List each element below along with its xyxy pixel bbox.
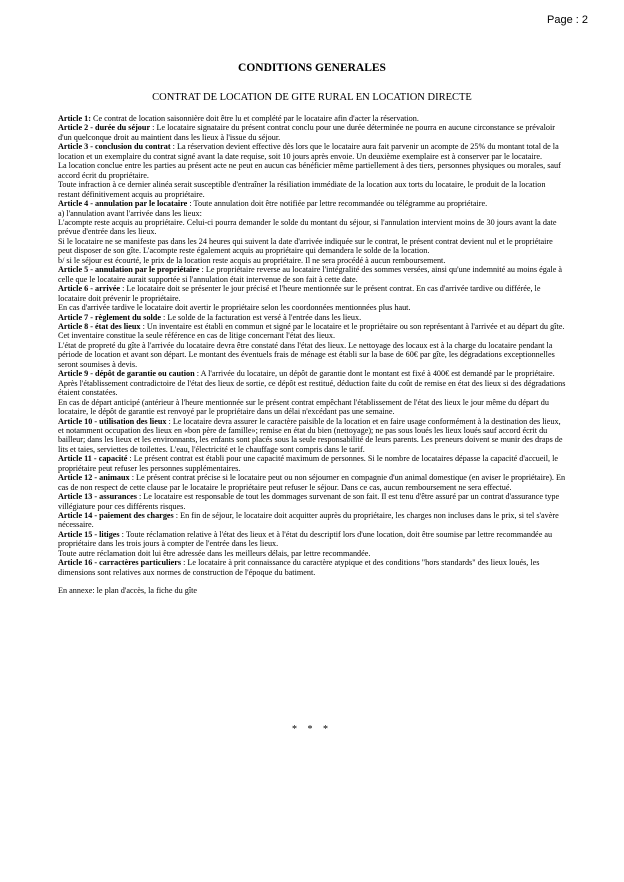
- article-label: Article 10 - utilisation des lieux: [58, 416, 167, 426]
- article-continuation: [58, 180, 568, 199]
- article-text: : Le propriétaire reverse au locataire l'intégralité des sommes versées, ainsi qu'une indemnité au moins égale à celle que le locataire aurait supportée si l'annulation était intervenue de son fait à cette date.: [58, 265, 563, 284]
- article-text: : A l'arrivée du locataire, un dépôt de garantie dont le montant est fixé à 400€ est demandé par le propriétaire. Après l'établissement contradictoire de l'état des lieux de sortie, ce dépôt est restitué, déduction faite du coût de remise en état des lieux si des dégradations étaient constatées.: [58, 369, 566, 398]
- article-text: : Un inventaire est établi en commun et signé par le locataire et le propriétaire ou son représentant à l'arrivée et au départ du gîte. Cet inventaire constitue la seule référence en cas de litige concernant l'état des lieux.: [58, 321, 565, 341]
- article-continuation: [58, 209, 568, 218]
- article-text: b/ si le séjour est écourté, le prix de la location reste acquis au propriétaire. Il ne sera procédé à aucun remboursement.: [58, 255, 446, 265]
- article-label: Article 13 - assurances: [58, 492, 137, 502]
- article-continuation: [58, 161, 568, 180]
- annex-note: En annexe: le plan d'accès, la fiche du gîte: [58, 586, 198, 596]
- article-label: Article 3 - conclusion du contrat: [58, 142, 171, 152]
- article-continuation: [58, 218, 568, 237]
- article-label: Article 6 - arrivée: [58, 284, 121, 294]
- footer-stars: * * *: [292, 724, 332, 735]
- article-paragraph: [58, 473, 568, 492]
- article-text: a) l'annulation avant l'arrivée dans les lieux:: [58, 208, 202, 218]
- article-text: : Le présent contrat est établi pour une capacité maximum de personnes. Si le nombre de locataires dépasse la capacité d'accueil, le propriétaire peut refuser les personnes supplémentaires.: [58, 454, 559, 473]
- article-text: En cas de départ anticipé (antérieur à l'heure mentionnée sur le présent contrat empêchant l'établissement de l'état des lieux le jour même du départ du locataire, le dépôt de garantie est renvoyé par le propriétaire dans un délai n'excédant pas une semaine.: [58, 397, 549, 417]
- document-title: CONDITIONS GENERALES: [238, 62, 386, 74]
- article-paragraph: [58, 492, 568, 511]
- article-text: : La réservation devient effective dès lors que le locataire aura fait parvenir un acompte de 25% du montant total de la location et un exemplaire du contrat signé avant la date requise, soit 10 jours après envoie. Un deuxième exemplaire est à conserver par le locataire.: [58, 142, 559, 161]
- article-text: : Le locataire est responsable de tout les dommages survenant de son fait. Il est tenu d'être assuré par un contrat d'assurance type villégiature pour ces différents risques.: [58, 492, 560, 511]
- article-paragraph: [58, 284, 568, 303]
- article-text: : Le solde de la facturation est versé à l'entrée dans les lieux.: [163, 312, 362, 322]
- article-text: Si le locataire ne se manifeste pas dans les 24 heures qui suivent la date d'arrivée indiquée sur le contrat, le présent contrat devient nul et le propriétaire peut disposer de son gîte. L'acompte reste également acquis au propriétaire qui demandera le solde de la location.: [58, 236, 553, 256]
- article-paragraph: [58, 142, 568, 161]
- article-paragraph: [58, 530, 568, 549]
- article-paragraph: [58, 123, 568, 142]
- article-paragraph: [58, 114, 568, 123]
- article-continuation: [58, 237, 568, 256]
- article-text: : En fin de séjour, le locataire doit acquitter auprès du propriétaire, les charges non incluses dans le prix, si tel s'avère nécessaire.: [58, 511, 559, 530]
- article-paragraph: [58, 417, 568, 455]
- article-paragraph: [58, 369, 568, 397]
- article-text: Toute autre réclamation doit lui être adressée dans les meilleurs délais, par lettre recommandée.: [58, 548, 371, 558]
- article-continuation: [58, 398, 568, 417]
- article-label: Article 4 - annulation par le locataire: [58, 199, 188, 209]
- article-label: Article 16 - carractères particuliers: [58, 558, 182, 568]
- article-label: Article 7 - règlement du solde: [58, 312, 161, 322]
- article-paragraph: [58, 313, 568, 322]
- document-subtitle: CONTRAT DE LOCATION DE GITE RURAL EN LOCATION DIRECTE: [152, 92, 472, 103]
- article-text: L'état de propreté du gîte à l'arrivée du locataire devra être constaté dans l'état des lieux. Le nettoyage des locaux est à la charge du locataire pendant la période de location et avant son départ. Le montant des éventuels frais de ménage est établi sur la base de 60€ par gîte, les dégradations exceptionnelles seront soumises à devis.: [58, 340, 555, 369]
- article-text: : Le locataire devra assurer le caractère paisible de la location et en faire usage conformément à la destination des lieux, et notamment occupation des lieux en «bon père de famille»; remise en état du bien (nettoyage); ne pas sous loués les lieux loués sauf accord écrit du bailleur; dans les lieux et les environnants, les enfants sont placés sous la seule responsabilité de leurs parents. Les preneurs doivent se munir des draps de lits et taies, serviettes de toilettes. L'eau, l'électricité et le chauffage sont compris dans le tarif.: [58, 416, 563, 454]
- article-text: : Le présent contrat précise si le locataire peut ou non séjourner en compagnie d'un animal domestique (en aviser le propriétaire). En cas de non respect de cette clause par le locataire le propriétaire peut refuser le séjour. Dans ce cas, aucun remboursement ne sera effectué.: [58, 473, 566, 492]
- article-text: : Toute réclamation relative à l'état des lieux et à l'état du descriptif lors d'une location, doit être soumise par lettre recommandée au propriétaire dans les trois jours à compter de l'entrée dans les lieux.: [58, 529, 553, 549]
- article-label: Article 9 - dépôt de garantie ou caution: [58, 369, 195, 379]
- article-text: La location conclue entre les parties au présent acte ne peut en aucun cas bénéficier même partiellement à des tiers, personnes physiques ou morales, sauf accord écrit du propriétaire.: [58, 161, 561, 180]
- article-label: Article 11 - capacité: [58, 454, 128, 464]
- article-label: Article 14 - paiement des charges: [58, 511, 174, 521]
- article-continuation: [58, 303, 568, 312]
- article-label: Article 5 - annulation par le propriétaire: [58, 265, 200, 275]
- article-paragraph: [58, 199, 568, 208]
- article-continuation: [58, 341, 568, 369]
- article-label: Article 8 - état des lieux: [58, 321, 141, 331]
- article-text: : Le locataire signataire du présent contrat conclu pour une durée déterminée ne pourra en aucune circonstance se prévaloir d'un quelconque droit au maintient dans les lieux à l'issue du séjour.: [58, 123, 555, 142]
- article-text: : Le locataire à prit connaissance du caractère atypique et des conditions "hors standards" des lieux loués, les dimensions sont relatives aux normes de construction de l'époque du batiment.: [58, 558, 540, 577]
- article-text: Toute infraction à ce dernier alinéa serait susceptible d'entraîner la résiliation immédiate de la location aux torts du locataire, le produit de la location restant définitivement acquis au propriétaire.: [58, 180, 546, 199]
- article-text: Ce contrat de location saisonnière doit être lu et complété par le locataire afin d'acter la réservation.: [93, 114, 419, 123]
- article-text: : Toute annulation doit être notifiée par lettre recommandée ou télégramme au propriétaire.: [189, 199, 488, 209]
- article-paragraph: [58, 454, 568, 473]
- article-label: Article 15 - litiges: [58, 529, 120, 539]
- article-continuation: [58, 549, 568, 558]
- articles-body: [58, 114, 568, 596]
- article-paragraph: [58, 558, 568, 577]
- article-text: L'acompte reste acquis au propriétaire. Celui-ci pourra demander le solde du montant du séjour, si l'annulation intervient moins de 30 jours avant la date prévue d'entrée dans les lieux.: [58, 217, 557, 237]
- article-paragraph: [58, 265, 568, 284]
- article-paragraph: [58, 511, 568, 530]
- article-paragraph: [58, 322, 568, 341]
- article-text: En cas d'arrivée tardive le locataire doit avertir le propriétaire selon les coordonnées mentionnées plus haut.: [58, 303, 411, 313]
- article-label: Article 12 - animaux: [58, 473, 130, 483]
- article-label: Article 2 - durée du séjour: [58, 123, 151, 133]
- page-number: Page : 2: [547, 14, 588, 26]
- article-continuation: [58, 256, 568, 265]
- article-label: Article 1:: [58, 114, 91, 123]
- article-text: : Le locataire doit se présenter le jour précisé et l'heure mentionnée sur le présent contrat. En cas d'arrivée tardive ou différée, le locataire doit prévenir le propriétaire.: [58, 284, 541, 303]
